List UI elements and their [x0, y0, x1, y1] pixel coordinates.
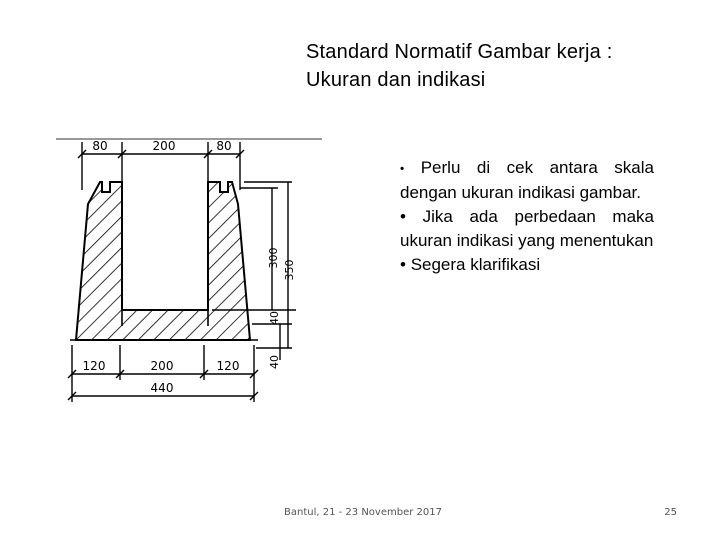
bullet-text: Segera klarifikasi — [410, 254, 541, 274]
u-ditch-section — [76, 182, 250, 340]
dim-top-left: 80 — [92, 139, 108, 153]
bullet-text: Perlu di cek antara skala dengan ukuran indikasi gambar. — [400, 158, 654, 202]
u-ditch-drawing — [52, 130, 332, 410]
title-line-1: Standard Normatif Gambar kerja : — [306, 41, 613, 63]
dim-top-middle: 200 — [152, 139, 176, 153]
dim-inner-height: 300 — [267, 247, 280, 269]
bullet-item — [400, 205, 654, 253]
dim-total-height: 350 — [283, 259, 296, 281]
dim-floor: 40 — [268, 311, 281, 325]
dim-total-width: 440 — [150, 381, 174, 395]
dim-top-right: 80 — [216, 139, 232, 153]
bullet-marker: • — [400, 161, 405, 176]
u-ditch-svg — [52, 130, 332, 410]
dim-bottom-left: 120 — [82, 359, 106, 373]
bullet-list — [400, 156, 654, 277]
footer-text: Bantul, 21 - 23 November 2017 — [284, 507, 442, 518]
slide-title — [306, 38, 706, 94]
bullet-item — [400, 253, 654, 277]
bullet-marker: • — [400, 254, 406, 274]
title-line-2: Ukuran dan indikasi — [306, 69, 486, 91]
bullet-text: Jika ada perbedaan maka ukuran indikasi yang menentukan — [400, 206, 654, 250]
bullet-item — [400, 156, 654, 205]
dim-bottom-middle: 200 — [150, 359, 174, 373]
dim-bottom-right: 120 — [216, 359, 240, 373]
page-number: 25 — [664, 507, 677, 518]
dim-base: 40 — [268, 355, 281, 369]
bullet-marker: • — [400, 206, 406, 226]
